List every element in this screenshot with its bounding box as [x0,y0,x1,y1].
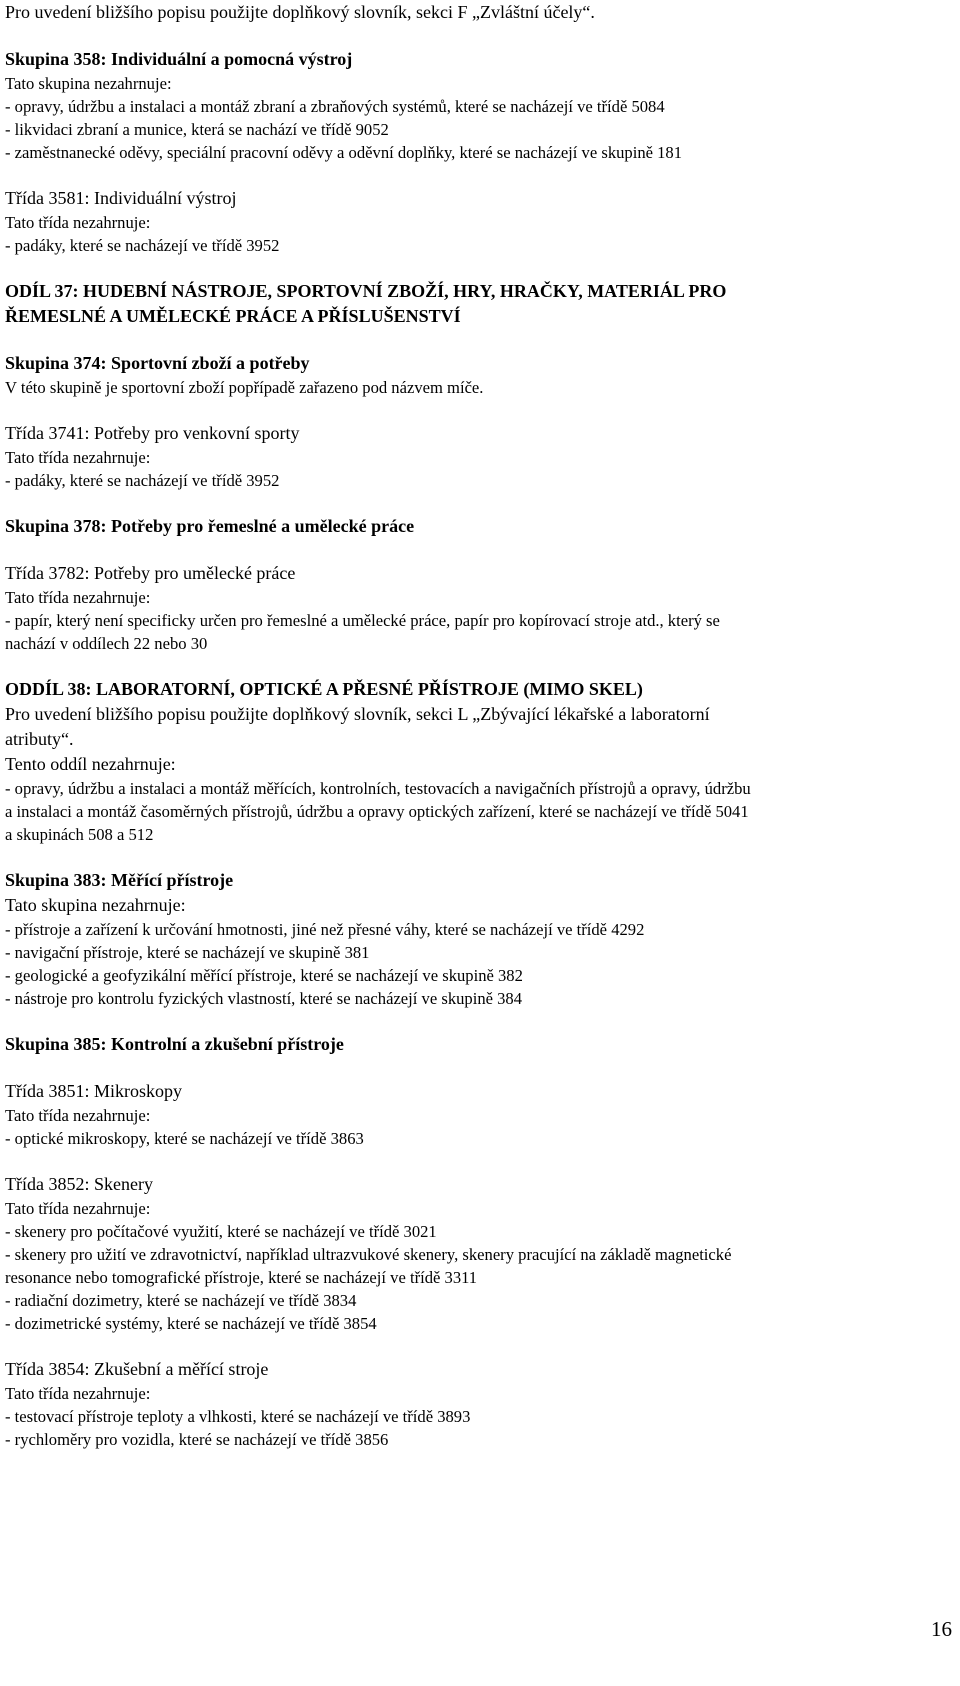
exclusion-item: - zaměstnanecké oděvy, speciální pracovní oděvy a oděvní doplňky, které se nacházejí ve skupině 181 [5,143,683,162]
exclusion-label: Tato třída nezahrnuje: [5,1106,151,1125]
intro-line: Pro uvedení bližšího popisu použijte doplňkový slovník, sekci F „Zvláštní účely“. [5,2,595,22]
exclusion-item: - testovací přístroje teploty a vlhkosti, které se nacházejí ve třídě 3893 [5,1407,471,1426]
exclusion-item-continued: a instalaci a montáž časoměrných přístrojů, údržbu a opravy optických zařízení, které se nacházejí ve třídě 5041 [5,802,749,821]
exclusion-label: Tato třída nezahrnuje: [5,213,151,232]
exclusion-item-continued: resonance nebo tomografické přístroje, které se nacházejí ve třídě 3311 [5,1268,478,1287]
exclusion-item: - přístroje a zařízení k určování hmotnosti, jiné než přesné váhy, které se nacházejí ve třídě 4292 [5,920,645,939]
exclusion-label: Tato třída nezahrnuje: [5,588,151,607]
trida-3851-heading: Třída 3851: Mikroskopy [5,1081,182,1101]
skupina-374-heading: Skupina 374: Sportovní zboží a potřeby [5,353,310,373]
skupina-374-note: V této skupině je sportovní zboží popřípadě zařazeno pod názvem míče. [5,378,484,397]
exclusion-label: Tato třída nezahrnuje: [5,1199,151,1218]
exclusion-item: - nástroje pro kontrolu fyzických vlastností, které se nacházejí ve skupině 384 [5,989,523,1008]
document-body [5,0,895,1451]
exclusion-item: - skenery pro počítačové využití, které se nacházejí ve třídě 3021 [5,1222,437,1241]
oddil-38-intro-line2: atributy“. [5,729,74,749]
exclusion-item: - geologické a geofyzikální měřící přístroje, které se nacházejí ve skupině 382 [5,966,523,985]
exclusion-item: - optické mikroskopy, které se nacházejí ve třídě 3863 [5,1129,364,1148]
exclusion-label: Tato třída nezahrnuje: [5,1384,151,1403]
skupina-378-heading: Skupina 378: Potřeby pro řemeslné a umělecké práce [5,516,415,536]
exclusion-item: - opravy, údržbu a instalaci a montáž zbraní a zbraňových systémů, které se nacházejí ve třídě 5084 [5,97,665,116]
exclusion-item: - rychloměry pro vozidla, které se nacházejí ve třídě 3856 [5,1430,389,1449]
skupina-383-heading: Skupina 383: Měřící přístroje [5,870,234,890]
exclusion-item: - padáky, které se nacházejí ve třídě 3952 [5,236,280,255]
exclusion-item: - opravy, údržbu a instalaci a montáž měřících, kontrolních, testovacích a navigačních přístrojů a opravy, údržbu [5,779,751,798]
page-number: 16 [931,1617,952,1641]
exclusion-label: Tento oddíl nezahrnuje: [5,754,176,774]
exclusion-item: - navigační přístroje, které se nacházejí ve skupině 381 [5,943,370,962]
exclusion-label: Tato skupina nezahrnuje: [5,74,172,93]
skupina-358-heading: Skupina 358: Individuální a pomocná výstroj [5,49,353,69]
oddil-37-heading-line2: ŘEMESLNÉ A UMĚLECKÉ PRÁCE A PŘÍSLUŠENSTVÍ [5,306,461,326]
exclusion-item: - radiační dozimetry, které se nacházejí ve třídě 3834 [5,1291,357,1310]
exclusion-label: Tato třída nezahrnuje: [5,448,151,467]
trida-3581-heading: Třída 3581: Individuální výstroj [5,188,237,208]
exclusion-item: - skenery pro užití ve zdravotnictví, například ultrazvukové skenery, skenery pracující na základě magnetické [5,1245,732,1264]
oddil-37-heading-line1: ODÍL 37: HUDEBNÍ NÁSTROJE, SPORTOVNÍ ZBOŽÍ, HRY, HRAČKY, MATERIÁL PRO [5,281,727,301]
oddil-38-heading: ODDÍL 38: LABORATORNÍ, OPTICKÉ A PŘESNÉ PŘÍSTROJE (MIMO SKEL) [5,679,643,699]
trida-3852-heading: Třída 3852: Skenery [5,1174,153,1194]
exclusion-label: Tato skupina nezahrnuje: [5,895,186,915]
exclusion-item: - papír, který není specificky určen pro řemeslné a umělecké práce, papír pro kopírovací stroje atd., který se [5,611,720,630]
exclusion-item: - dozimetrické systémy, které se nacházejí ve třídě 3854 [5,1314,377,1333]
exclusion-item: - padáky, které se nacházejí ve třídě 3952 [5,471,280,490]
exclusion-item-continued: a skupinách 508 a 512 [5,825,154,844]
oddil-38-intro-line1: Pro uvedení bližšího popisu použijte doplňkový slovník, sekci L „Zbývající lékařské a laboratorní [5,704,710,724]
exclusion-item-continued: nachází v oddílech 22 nebo 30 [5,634,208,653]
skupina-385-heading: Skupina 385: Kontrolní a zkušební přístroje [5,1034,344,1054]
trida-3854-heading: Třída 3854: Zkušební a měřící stroje [5,1359,269,1379]
trida-3782-heading: Třída 3782: Potřeby pro umělecké práce [5,563,296,583]
trida-3741-heading: Třída 3741: Potřeby pro venkovní sporty [5,423,300,443]
exclusion-item: - likvidaci zbraní a munice, která se nachází ve třídě 9052 [5,120,389,139]
